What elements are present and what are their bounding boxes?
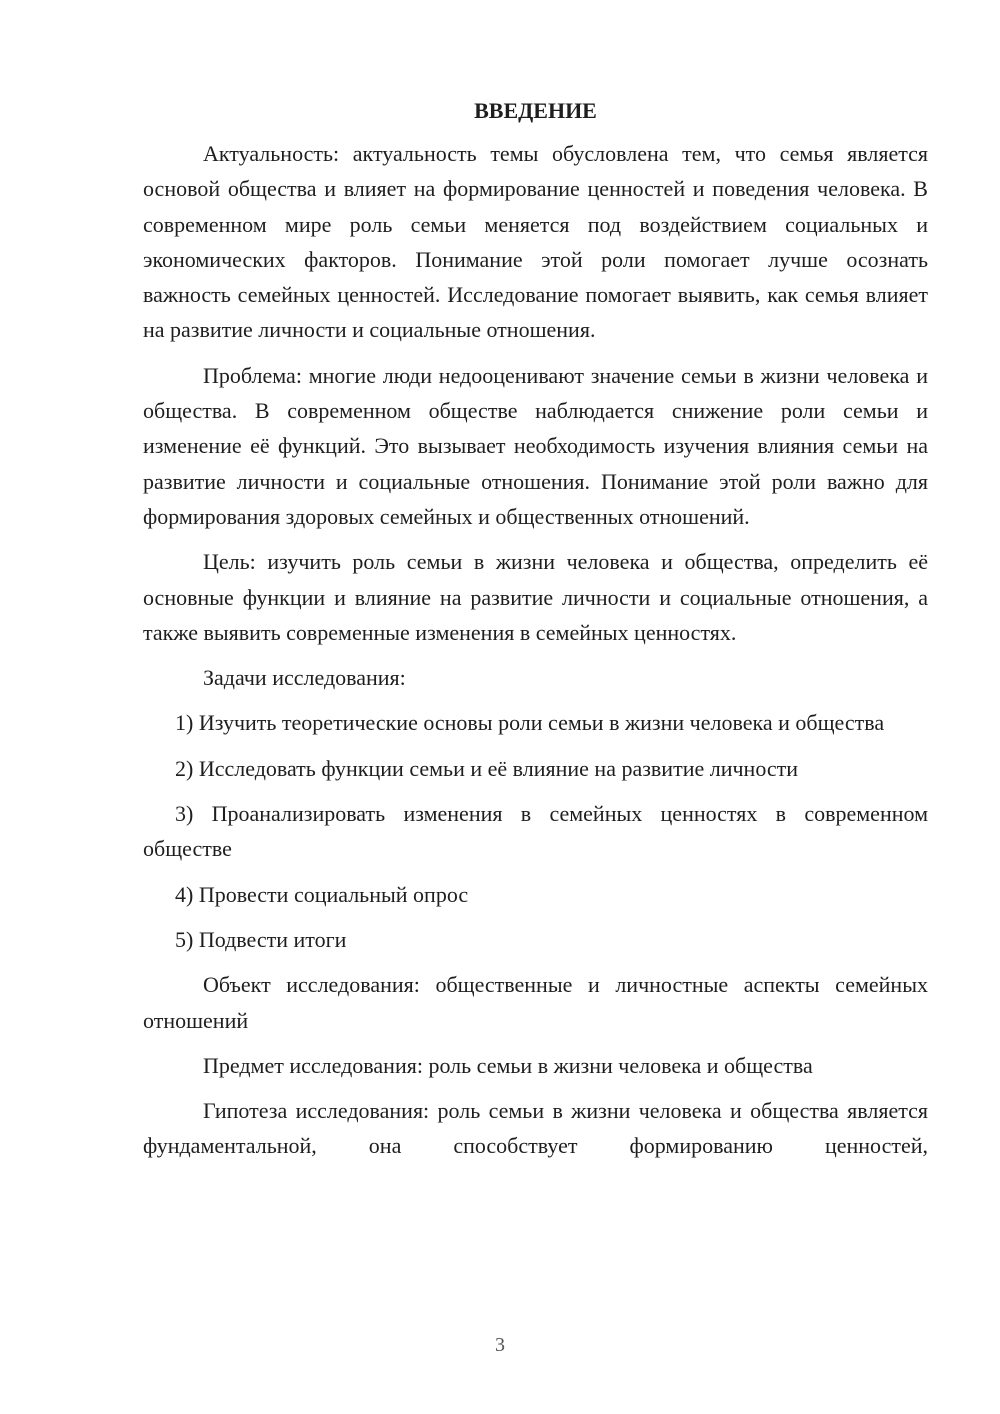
task-item-1: 1) Изучить теоретические основы роли семьи в жизни человека и общества (175, 710, 885, 736)
page-title: ВВЕДЕНИЕ (474, 98, 597, 123)
page-body (143, 96, 928, 1174)
tasks-heading: Задачи исследования: (203, 665, 406, 691)
paragraph-problem: Проблема: многие люди недооценивают значение семьи в жизни человека и общества. В современном обществе наблюдается снижение роли семьи и изменение её функций. Это вызывает необходимость изучения влияния семьи на развитие личности и социальные отношения. Понимание этой роли важно для формирования здоровых семейных и общественных отношений. (143, 362, 928, 529)
task-item-3: 3) Проанализировать изменения в семейных ценностях в современном обществе (143, 801, 928, 862)
task-item-2: 2) Исследовать функции семьи и её влияние на развитие личности (175, 755, 799, 781)
page-number: 3 (495, 1334, 505, 1356)
paragraph-subject: Предмет исследования: роль семьи в жизни человека и общества (203, 1052, 813, 1078)
paragraph-relevance: Актуальность: актуальность темы обусловлена тем, что семья является основой общества и влияет на формирование ценностей и поведения человека. В современном мире роль семьи меняется под воздействием социальных и экономических факторов. Понимание этой роли помогает лучше осознать важность семейных ценностей. Исследование помогает выявить, как семья влияет на развитие личности и социальные отношения. (143, 141, 928, 343)
task-item-5: 5) Подвести итоги (175, 926, 347, 952)
paragraph-hypothesis: Гипотеза исследования: роль семьи в жизни человека и общества является фундаментальной, она способствует формированию ценностей, (143, 1098, 928, 1159)
task-item-4: 4) Провести социальный опрос (175, 881, 469, 907)
paragraph-goal: Цель: изучить роль семьи в жизни человека и общества, определить её основные функции и влияние на развитие личности и социальные отношения, а также выявить современные изменения в семейных ценностях. (143, 549, 928, 645)
paragraph-object: Объект исследования: общественные и личностные аспекты семейных отношений (143, 972, 928, 1033)
